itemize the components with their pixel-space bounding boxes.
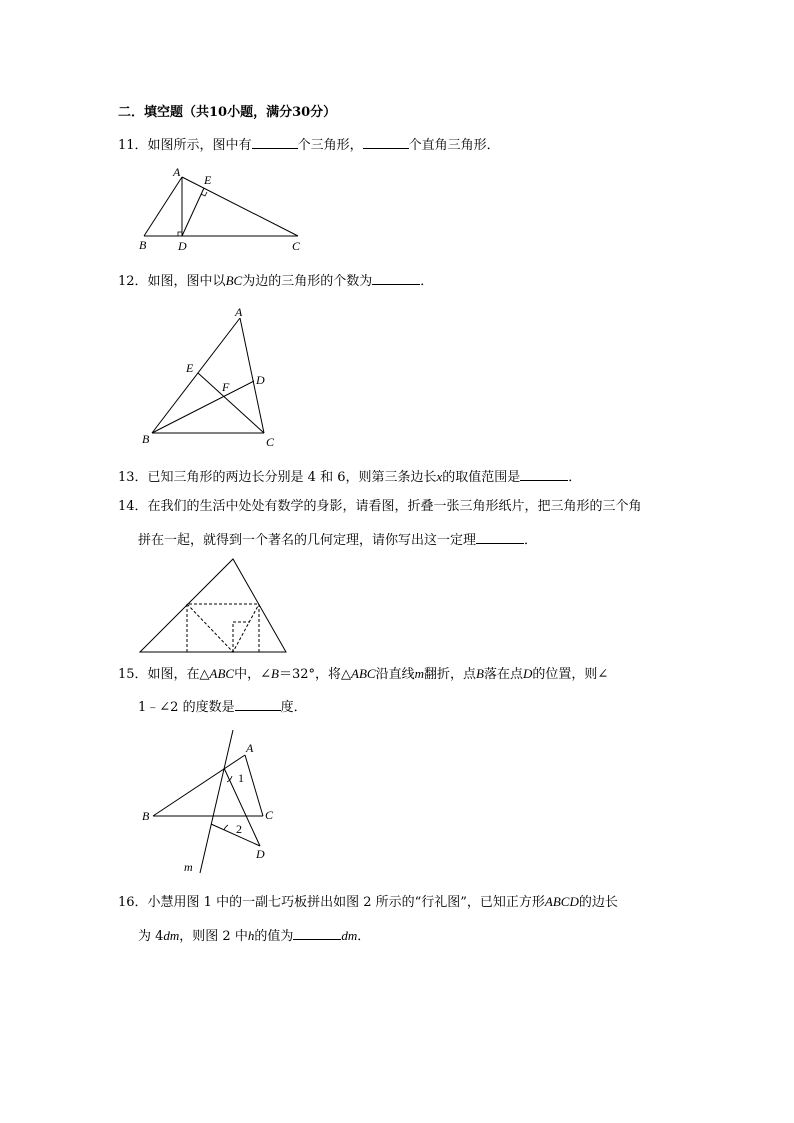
question-15-line-1: 15．如图，在△ABC中，∠B＝32°，将△ABC沿直线m翻折，点B落在点D的位置，则∠ xyxy=(118,666,609,682)
question-11: 11．如图所示，图中有 个三角形， 个直角三角形． xyxy=(118,135,500,155)
label-B: B xyxy=(139,238,147,252)
answer-blank[interactable] xyxy=(252,135,298,149)
question-16-line-1: 16．小慧用图 1 中的一副七巧板拼出如图 2 所示的“行礼图”，已知正方形ABCD的边长 xyxy=(118,894,618,910)
question-12: 12．如图，图中以BC为边的三角形的个数为 ． xyxy=(118,273,434,289)
angle-2-label: 2 xyxy=(236,822,242,836)
label-E: E xyxy=(186,361,194,375)
label-D: D xyxy=(178,239,187,253)
label-D: D xyxy=(256,373,265,387)
question-14-line-1: 14．在我们的生活中处处有数学的身影，请看图，折叠一张三角形纸片，把三角形的三个角 xyxy=(118,499,642,514)
figure-q15 xyxy=(136,730,286,880)
label-F: F xyxy=(222,380,230,394)
label-D: D xyxy=(256,847,265,861)
question-14-line-2: 拼在一起，就得到一个著名的几何定理，请你写出这一定理 ． xyxy=(138,530,537,550)
question-number: 15． xyxy=(118,667,148,682)
figure-q11 xyxy=(136,163,316,255)
label-E: E xyxy=(204,173,212,187)
question-number: 14． xyxy=(118,499,148,514)
question-number: 13． xyxy=(118,470,148,485)
label-A: A xyxy=(246,741,254,755)
question-number: 12． xyxy=(118,274,148,289)
question-13: 13．已知三角形的两边长分别是 4 和 6，则第三条边长x的取值范围是 ． xyxy=(118,469,582,485)
answer-blank[interactable] xyxy=(235,697,281,711)
question-number: 16． xyxy=(118,895,148,910)
label-B: B xyxy=(142,809,150,823)
figure-q12 xyxy=(136,302,281,452)
answer-blank[interactable] xyxy=(372,271,420,285)
answer-blank[interactable] xyxy=(476,530,524,544)
question-15-line-2: 1﹣∠2 的度数是 度． xyxy=(138,697,307,717)
label-B: B xyxy=(142,432,150,446)
answer-blank[interactable] xyxy=(520,467,568,481)
label-C: C xyxy=(292,239,301,253)
label-m: m xyxy=(184,860,193,874)
figure-q14 xyxy=(136,556,291,656)
question-number: 11． xyxy=(118,138,148,153)
label-C: C xyxy=(266,435,275,449)
label-A: A xyxy=(235,305,243,319)
answer-blank[interactable] xyxy=(363,135,409,149)
label-A: A xyxy=(173,165,181,179)
section-heading: 二．填空题（共10小题，满分30分） xyxy=(118,105,337,120)
label-C: C xyxy=(265,808,274,822)
answer-blank[interactable] xyxy=(293,926,341,940)
question-16-line-2: 为 4dm，则图 2 中h的值为 dm． xyxy=(138,928,371,944)
angle-1-label: 1 xyxy=(238,771,244,785)
